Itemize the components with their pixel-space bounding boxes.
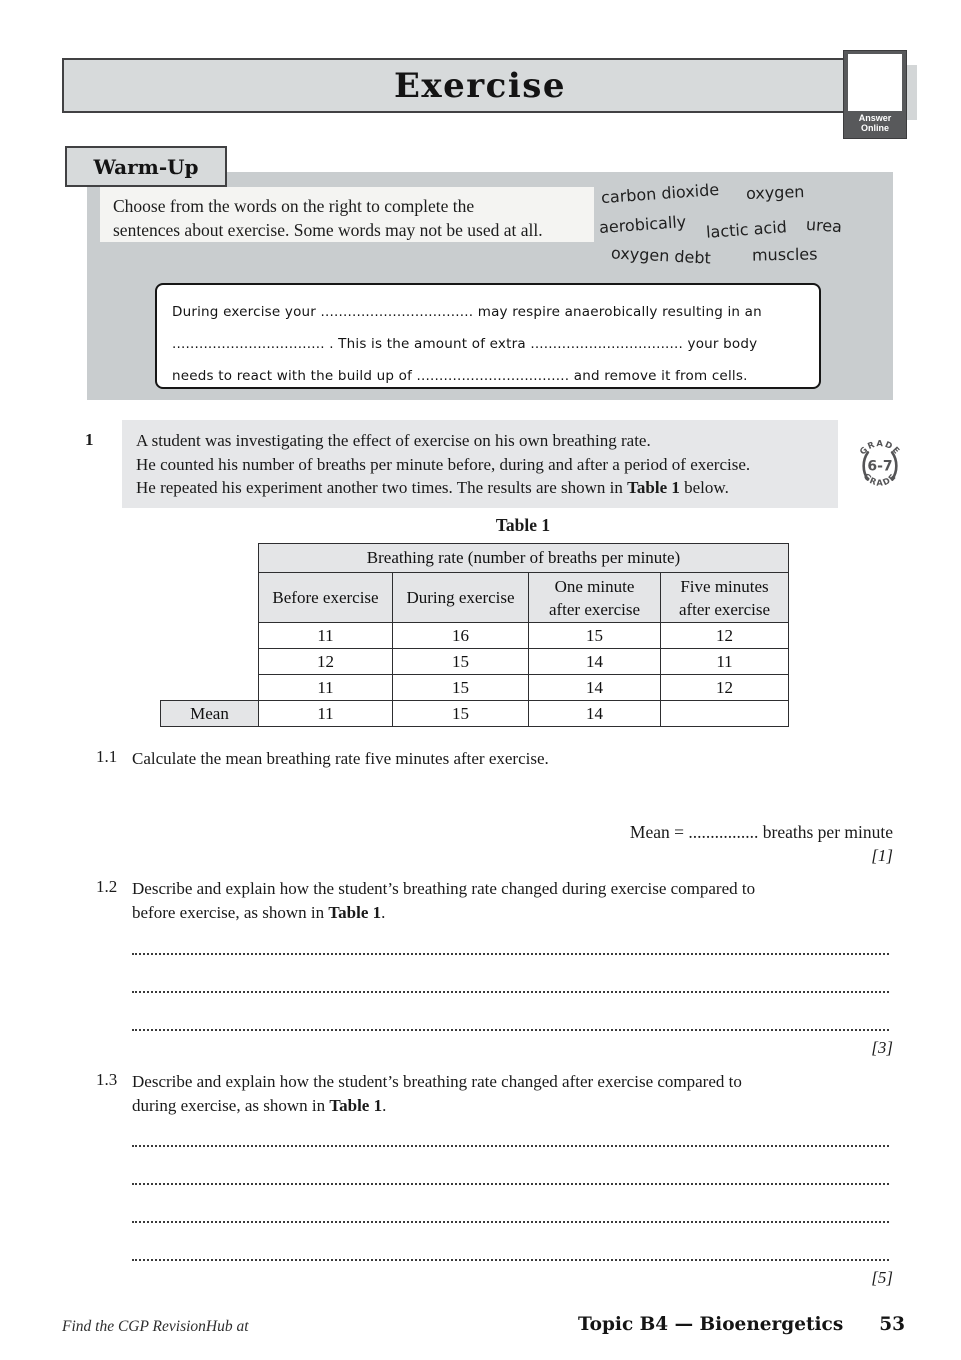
word-bank-item: oxygen [745,181,805,204]
table-cell: 15 [529,623,661,649]
table-cell: 15 [393,675,529,701]
answer-line[interactable] [132,991,889,993]
answer-line[interactable] [132,1259,889,1261]
table-row [161,623,789,649]
fill-in-sentences-box[interactable] [155,283,821,389]
word-bank-item: muscles [751,244,818,265]
warm-up-instruction: Choose from the words on the right to complete the sentences about exercise. Some words may not be used at all. [100,187,594,242]
subquestion-text: Calculate the mean breathing rate five minutes after exercise. [132,749,549,768]
table-cell: 15 [393,649,529,675]
marks-label: [1] [871,846,893,865]
table-cell: 11 [259,675,393,701]
fill-in-line[interactable]: .................................. . This is the amount of extra .................................. your body [172,336,758,352]
mean-answer-blank[interactable]: Mean = ................ breaths per minute [629,822,893,842]
question-1-intro: A student was investigating the effect of exercise on his own breathing rate. He counted his number of breaths per minute before, during and after a period of exercise. He repeated his experiment another two times. The results are shown in Table 1 below. [122,420,838,508]
answer-line[interactable] [132,1221,889,1223]
column-header: One minute after exercise [529,573,661,623]
table-cell: 12 [259,649,393,675]
answer-line[interactable] [132,1183,889,1185]
fill-in-line[interactable]: needs to react with the build up of .................................. and remove it from cells. [172,368,748,384]
answer-line[interactable] [132,1145,889,1147]
column-header: During exercise [393,573,529,623]
table-cell: 16 [393,623,529,649]
table-cell: 15 [393,701,529,727]
table-cell: 14 [529,701,661,727]
table-row [161,649,789,675]
results-table [160,543,789,727]
mean-row-label: Mean [161,701,259,727]
table-cell: 14 [529,649,661,675]
subquestion-number: 1.2 [96,877,118,896]
answer-online-label: Answer Online [858,113,892,133]
subquestion-text: Describe and explain how the student’s breathing rate changed during exercise compared to before exercise, as shown in Table 1. [132,879,756,922]
word-bank-item: urea [805,214,843,237]
marks-label: [3] [871,1038,893,1057]
table-title: Table 1 [495,515,551,535]
table-reference: Table 1 [627,478,680,497]
table-cell: 11 [661,649,789,675]
table-row [161,675,789,701]
table-cell: 12 [661,675,789,701]
table-cell: 14 [529,675,661,701]
column-header: Five minutes after exercise [661,573,789,623]
table-cell: 11 [259,623,393,649]
question-number: 1 [85,430,94,449]
fill-in-line[interactable]: During exercise your .................................. may respire anaerobically resulting in an [172,304,762,320]
table-reference: Table 1 [329,1096,383,1115]
svg-text:GRADE: GRADE [857,438,903,457]
svg-text:GRADE: GRADE [861,471,899,488]
warm-up-tab [65,146,227,187]
table-cell: 11 [259,701,393,727]
word-bank-item: oxygen debt [610,243,712,268]
answer-line[interactable] [132,953,889,955]
grade-badge [852,437,908,493]
table-span-header: Breathing rate (number of breaths per minute) [259,544,789,573]
footer-right [578,1314,905,1335]
answer-online-box[interactable] [843,50,907,139]
grade-badge-icon [852,437,908,493]
word-bank-item: aerobically [598,211,687,238]
warm-up-tab-label: Warm-Up [93,154,199,179]
subquestion-number: 1.3 [96,1070,118,1089]
table-reference: Table 1 [328,903,382,922]
qr-code-placeholder[interactable] [848,54,902,111]
table-cell: 12 [661,623,789,649]
answer-line[interactable] [132,1029,889,1031]
footer-page-number: 53 [879,1314,905,1335]
title-bar [62,58,898,113]
word-bank-item: carbon dioxide [600,179,720,208]
table-mean-row [161,701,789,727]
table-cell-empty[interactable] [661,701,789,727]
marks-label: [5] [871,1268,893,1287]
footer-topic: Topic B4 — Bioenergetics [578,1314,844,1335]
footer-revisionhub-text: Find the CGP RevisionHub at [62,1318,249,1335]
subquestion-text: Describe and explain how the student’s breathing rate changed after exercise compared to during exercise, as shown in Table 1. [132,1072,742,1115]
subquestion-number: 1.1 [96,747,118,766]
svg-text:6-7: 6-7 [867,458,893,475]
column-header: Before exercise [259,573,393,623]
page-title: Exercise [393,65,567,106]
word-bank-item: lactic acid [705,217,788,242]
